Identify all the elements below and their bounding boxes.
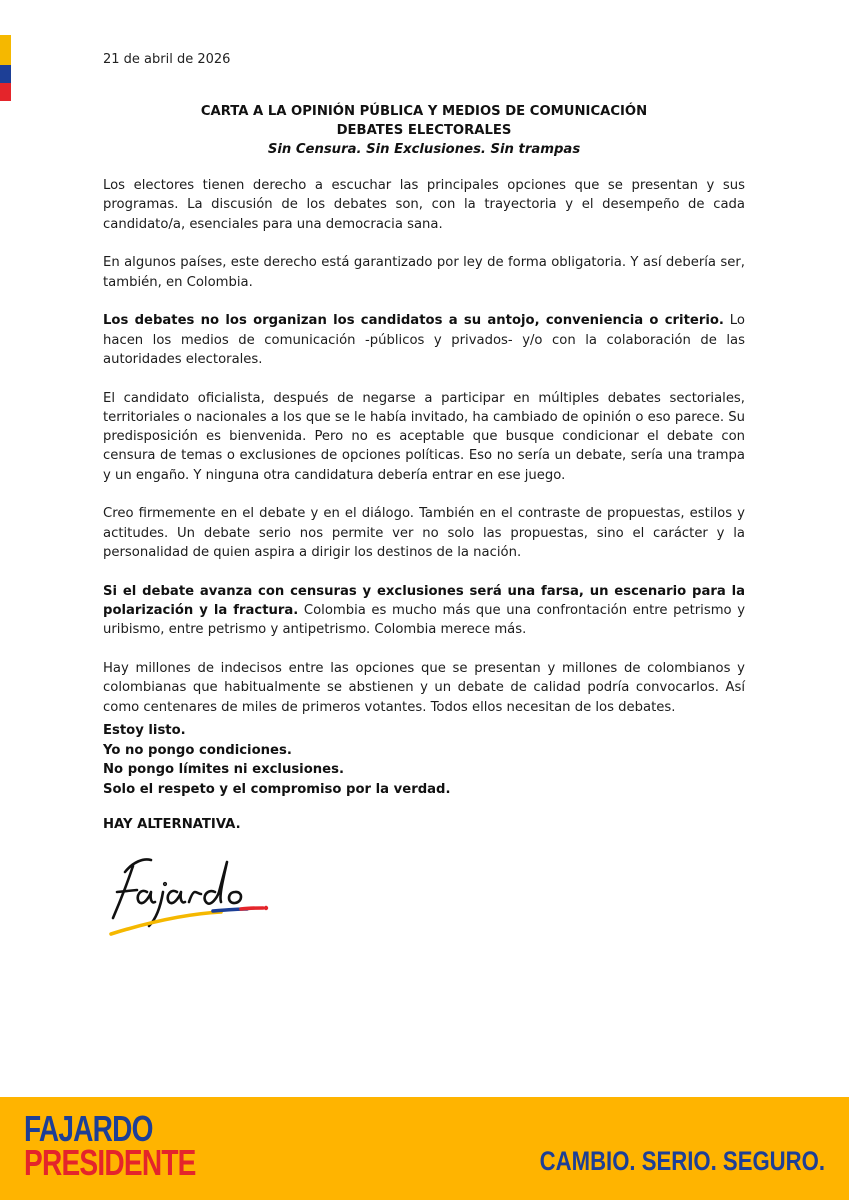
closing-line-4: Solo el respeto y el compromiso por la verdad.: [103, 781, 451, 797]
paragraph-3-rest: Lo hacen los medios de comunicación -públicos y privados- y/o con la colaboración de las autoridades electorales.: [103, 313, 745, 367]
paragraph-6-rest: Colombia es mucho más que una confrontación entre petrismo y uribismo, entre petrismo y antipetrismo. Colombia merece más.: [103, 603, 746, 638]
flag-blue-band: [0, 65, 11, 83]
paragraph-7: Hay millones de indecisos entre las opciones que se presentan y millones de colombianos y colombianas que habitualmente se abstienen y un debate de calidad podría convocarlos. Así como centenares de miles de primeros votantes. Todos ellos necesitan de los debates.: [103, 660, 745, 715]
letter-date: 21 de abril de 2026: [103, 52, 231, 67]
footer-slogan: CAMBIO. SERIO. SEGURO.: [539, 1146, 825, 1176]
closing-line-3: No pongo límites ni exclusiones.: [103, 762, 344, 778]
hay-alternativa: HAY ALTERNATIVA.: [103, 817, 241, 832]
footer-office: PRESIDENTE: [24, 1142, 196, 1183]
closing-line-2: Yo no pongo condiciones.: [103, 742, 292, 758]
paragraph-6-bold: Si el debate avanza con censuras y exclusiones será una farsa, un escenario para la polarización y la fractura.: [103, 583, 745, 618]
footer-name: FAJARDO: [24, 1108, 153, 1149]
colombia-flag-stripe: [0, 35, 11, 101]
letter-title: CARTA A LA OPINIÓN PÚBLICA Y MEDIOS DE COMUNICACIÓN: [200, 104, 648, 119]
paragraph-1: Los electores tienen derecho a escuchar las principales opciones que se presentan y sus programas. La discusión de los debates son, con la trayectoria y el desempeño de cada candidato/a, esenciales para una democracia sana.: [103, 178, 745, 232]
footer-banner: [0, 1097, 849, 1200]
paragraph-6: [103, 582, 745, 640]
paragraph-3-bold: Los debates no los organizan los candidatos a su antojo, conveniencia o criterio.: [103, 313, 724, 329]
paragraph-4: El candidato oficialista, después de negarse a participar en múltiples debates sectoriales, territoriales o nacionales a los que se le había invitado, ha cambiado de opinión o eso parece. Su predisposición es bienvenida. Pero no es aceptable que busque condicionar el debate con censura de temas o exclusiones de opciones políticas. Eso no sería un debate, sería una trampa y un engaño. Y ninguna otra candidatura debería entrar en ese juego.: [103, 390, 745, 483]
letter-subtitle: DEBATES ELECTORALES: [336, 123, 512, 138]
closing-line-1: Estoy listo.: [103, 723, 186, 738]
letter-title-block: [103, 102, 745, 159]
paragraph-3: [103, 311, 745, 369]
signature: [103, 848, 278, 940]
flag-yellow-band: [0, 35, 11, 65]
paragraph-5: Creo firmemente en el debate y en el diálogo. También en el contraste de propuestas, estilos y actitudes. Un debate serio nos permite ver no solo las propuestas, sino el carácter y la personalidad de quien aspira a dirigir los destinos de la nación.: [103, 506, 745, 561]
letter-body: [103, 176, 745, 736]
letter-tagline: Sin Censura. Sin Exclusiones. Sin trampas: [267, 142, 581, 157]
flag-red-band: [0, 83, 11, 101]
closing-statements: [103, 721, 451, 799]
paragraph-2: En algunos países, este derecho está garantizado por ley de forma obligatoria. Y así debería ser, también, en Colombia.: [103, 255, 745, 290]
